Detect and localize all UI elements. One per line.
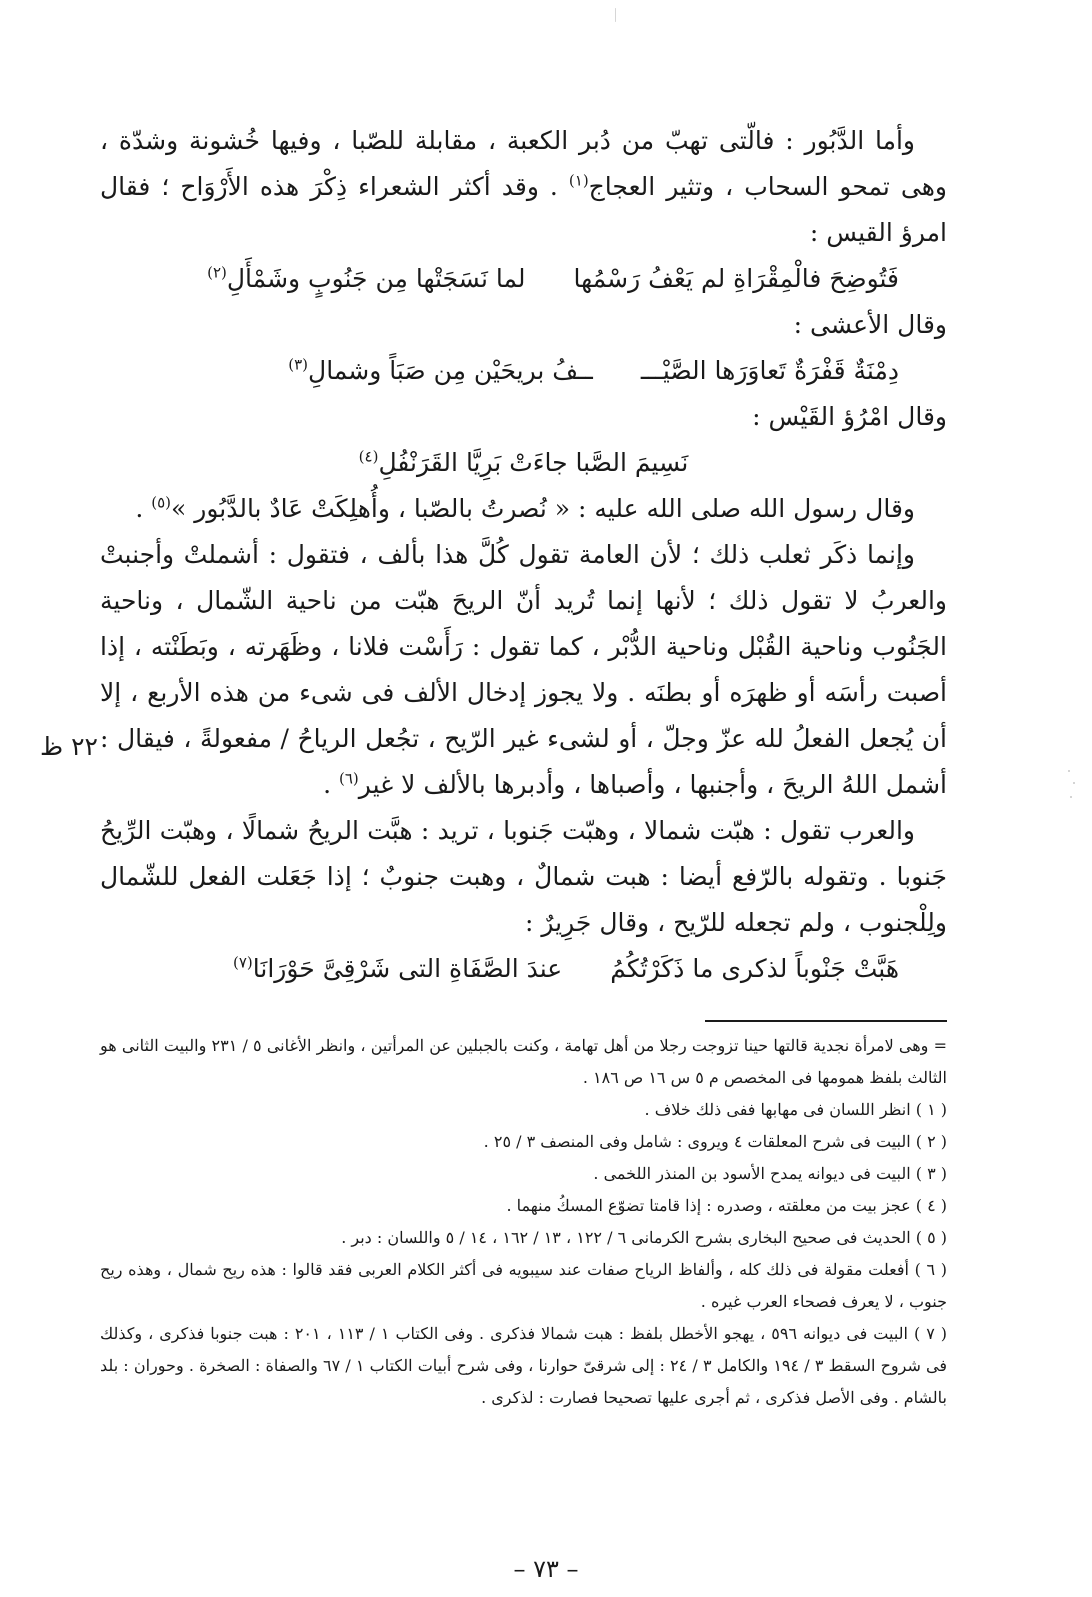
verse-hemistich-right: هَبَّتْ جَنْوباً لذكرى ما ذَكَرْتُكُمُ	[610, 954, 899, 983]
paragraph-text: وأما الدَّبُور : فالّتى تهبّ من دُبر الكعبة ، مقابلة للصّبا ، وفيها خُشونة وشدّة ، وهى تمحو السحاب ، وتثير العجاج	[100, 126, 947, 201]
paper-speck	[1073, 782, 1075, 784]
verse-hemistich: نَسِيمَ الصَّبا جاءَتْ بَرِيَّا القَرَنْفُلِ$^{(٤)}$	[358, 447, 689, 477]
paper-speck	[1070, 796, 1072, 798]
manuscript-folio-note: ٢٢ ظ	[40, 732, 98, 761]
verse-hemistich-right: فَتُوضِحَ فالْمِقْرَاةِ لم يَعْفُ رَسْمُها	[573, 264, 899, 293]
page-number: – ٧٣ –	[513, 1555, 579, 1583]
footnotes	[100, 1030, 947, 1414]
paragraph-thalab: وإنما ذكَر ثعلب ذلك ؛ لأن العامة تقول كُلَّ هذا بألف ، فتقول : أشملتْ وأجنبتْ والعربُ لا تقول ذلك ؛ لأنها إنما تُريد أنّ الريحَ هبّت من ناحية الشّمال ، وناحية الجَنُوب وناحية القُبْل وناحية الدُّبْر ، كما تقول : رَأَسْت فلانا ، وظَهَرته ، وبَطَنْته ، إذا أصبت رأسَه أو ظهرَه أو بطنَه . ولا يجوز إدخال الألف فى شىء من هذه الأربع ، إلا أن يُجعل الفعلُ لله عزّ وجلّ ، أو لشىء غير الرّيح ، تجُعل الرياحُ / مفعولةً ، فيقال : أشمل اللهُ الريحَ ، وأجنبها ، وأصباها ، وأدبرها بالألف لا غير$^{(٦)}$ .	[100, 540, 947, 799]
footnote-7: ( ٧ ) البيت فى ديوانه ٥٩٦ ، يهجو الأخطل بلفظ : هبت شمالا فذكرى . وفى الكتاب ١ / ١١٣ ، ٢٠١ : هبت جنوبا فذكرى ، وكذلك فى شروح السقط ٣ / ١٩٤ والكامل ٣ / ٢٤ : إلى شرقىّ حوارنا ، وفى شرح أبيات الكتاب ١ / ٦٧ والصفاة : الصخرة . وحوران : بلد بالشام . وفى الأصل فذكرى ، ثم أجرى عليها تصحيحا فصارت : لذكرى .	[100, 1324, 948, 1407]
verse-hemistich-left: عندَ الصَّفَاةِ التى شَرْقِىَّ حَوْرَانَا$^{(٧)}$	[233, 953, 563, 983]
footnote-3: ( ٣ ) البيت فى ديوانه يمدح الأسود بن المنذر اللخمى .	[593, 1164, 947, 1183]
verse-intro-imru-al-qais: وقال امْرُؤ القَيْس :	[752, 402, 947, 431]
verse-hemistich-left: ــفُ بريحَيْن مِن صَبَاً وشمالِ$^{(٣)}$	[288, 355, 593, 385]
paragraph-dabur	[100, 118, 947, 256]
footnote-2: ( ٢ ) البيت فى شرح المعلقات ٤ ويروى : شامل وفى المنصف ٣ / ٢٥ .	[483, 1132, 947, 1151]
hadith-text: وقال رسول الله صلى الله عليه : « نُصرتُ بالصّبا ، وأُهلِكَتْ عَادٌ بالدَّبُور »	[171, 494, 915, 523]
main-text	[100, 118, 947, 992]
paragraph-arab-usage: والعرب تقول : هبّت شمالا ، وهبّت جَنوبا ، تريد : هبَّت الريحُ شمالًا ، وهبّت الرِّيحُ جَنوبا . وتقوله بالرّفع أيضا : هبت شمالٌ ، وهبت جنوبٌ ؛ إذا جَعَلت الفعل للشّمال ولِلْجنوب ، ولم تجعله للرّيح ، وقال جَرِيرٌ :	[100, 816, 947, 937]
footnote-marker[interactable]: (٤)	[358, 447, 379, 466]
verse-hemistich-right: دِمْنَةٌ قَفْرَةٌ تَعاوَرَها الصَّيْـــ	[640, 356, 899, 385]
footnote-marker[interactable]: (١)	[568, 171, 589, 190]
verse-hemistich-left: لما نَسَجَتْها مِن جَنُوبٍ وشَمْأَلِ$^{(٢)}$	[207, 263, 526, 293]
verse-aasha	[100, 348, 947, 394]
paper-speck	[615, 8, 616, 22]
footnote-marker[interactable]: (٥)	[151, 493, 172, 512]
footnote-marker[interactable]: (٦)	[339, 769, 359, 788]
footnote-6: ( ٦ ) أفعلت مقولة فى ذلك كله ، وألفاظ الرياح صفات عند سيبويه فى أكثر الكلام العربى فقد قالوا : هذه ريح شمال ، وهذه ريح جنوب ، لا يعرف فصحاء العرب غيره .	[100, 1260, 947, 1311]
verse-jarir	[100, 946, 947, 992]
footnote-separator	[705, 1020, 947, 1022]
paragraph-hadith: وقال رسول الله صلى الله عليه : « نُصرتُ بالصّبا ، وأُهلِكَتْ عَادٌ بالدَّبُور »$^{(٥)}$ .	[135, 493, 915, 523]
paragraph-text: وإنما ذكَر ثعلب ذلك ؛ لأن العامة تقول كُلَّ هذا بألف ، فتقول : أشملتْ وأجنبتْ والعربُ لا تقول ذلك ؛ لأنها إنما تُريد أنّ الريحَ هبّت من ناحية الشّمال ، وناحية الجَنُوب وناحية القُبْل وناحية الدُّبْر ، كما تقول : رَأَسْت فلانا ، وظَهَرته ، وبَطَنْته ، إذا أصبت رأسَه أو ظهرَه أو بطنَه . ولا يجوز إدخال الألف فى شىء من هذه الأربع ، إلا أن يُجعل الفعلُ لله عزّ وجلّ ، أو لشىء غير الرّيح ، تجُعل الرياحُ / مفعولةً ، فيقال : أشمل اللهُ الريحَ ، وأجنبها ، وأصباها ، وأدبرها بالألف لا غير	[100, 540, 947, 799]
footnote-marker[interactable]: (٣)	[288, 355, 309, 374]
verse-intro-aasha: وقال الأعشى :	[793, 310, 947, 339]
paper-speck	[1068, 770, 1070, 772]
footnote-continuation: = وهى لامرأة نجدية قالتها حينا تزوجت رجلا من أهل تهامة ، وكنت بالجبلين عن المرأتين ، وانظر الأغانى ٥ / ٢٣١ والبيت الثانى هو الثالث بلفظ همومها فى المخصص م ٥ س ١٦ ص ١٨٦ .	[100, 1036, 948, 1087]
footnote-4: ( ٤ ) عجز بيت من معلقته ، وصدره : إذا قامتا تضوّع المسكُ منهما .	[506, 1196, 947, 1215]
footnote-5: ( ٥ ) الحديث فى صحيح البخارى بشرح الكرمانى ٦ / ١٢٢ ، ١٣ / ١٦٢ ، ١٤ / ٥ واللسان : دبر .	[341, 1228, 947, 1247]
footnote-marker[interactable]: (٧)	[233, 953, 253, 972]
paragraph-text: . وقد أكثر الشعراء ذِكْرَ هذه الأَرْوَاح ؛ فقال امرؤ القيس :	[100, 172, 947, 247]
footnote-1: ( ١ ) انظر اللسان فى مهابها ففى ذلك خلاف .	[644, 1100, 947, 1119]
verse-imru-al-qais-1	[100, 256, 947, 302]
footnote-marker[interactable]: (٢)	[207, 263, 227, 282]
verse-imru-al-qais-2	[100, 440, 947, 486]
